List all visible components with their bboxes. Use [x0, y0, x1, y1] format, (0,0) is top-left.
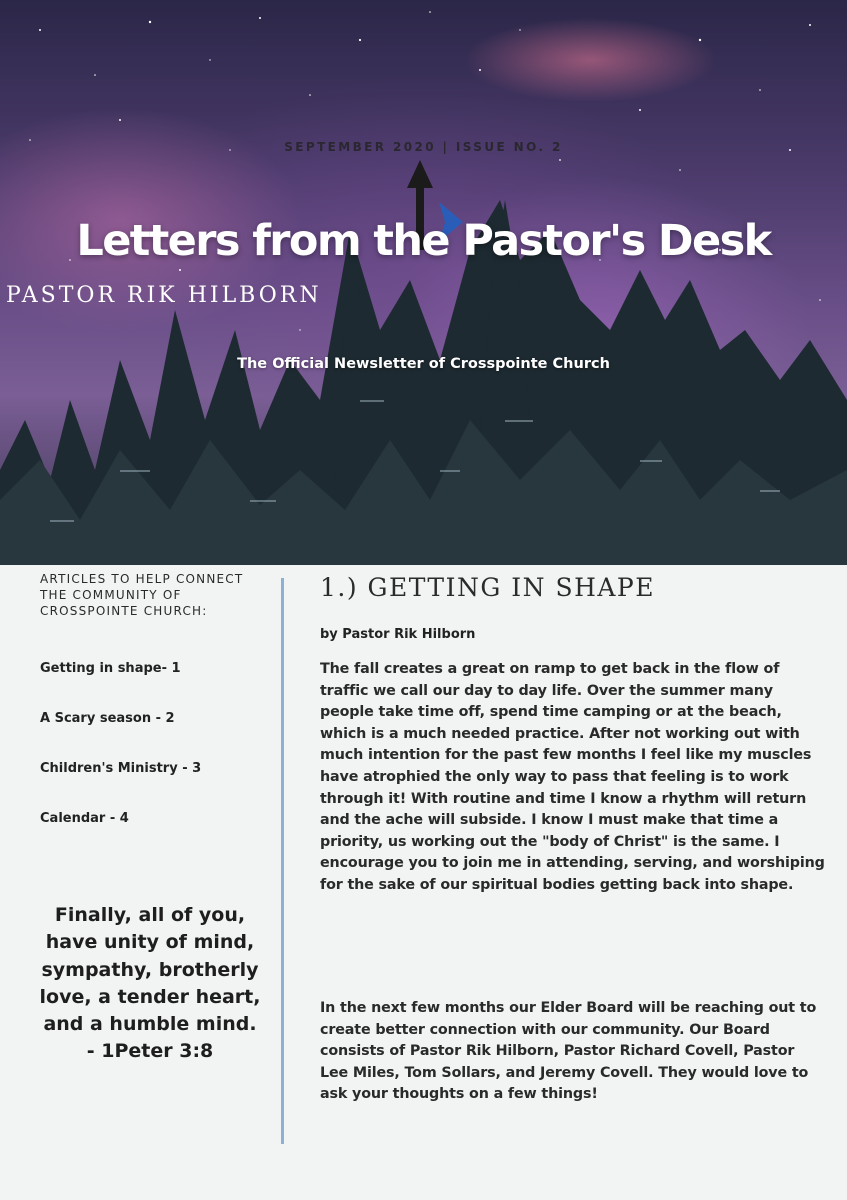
- newsletter-title: Letters from the Pastor's Desk: [76, 215, 771, 266]
- newsletter-tagline: The Official Newsletter of Crosspointe Church: [237, 356, 610, 372]
- issue-date-line: SEPTEMBER 2020 | ISSUE NO. 2: [284, 140, 563, 154]
- scripture-text: Finally, all of you, have unity of mind, sympathy, brotherly love, a tender heart, and a humble mind.: [39, 904, 261, 1036]
- scripture-reference: - 1Peter 3:8: [86, 1040, 214, 1063]
- toc-item: A Scary season - 2: [40, 711, 175, 726]
- header-banner: [0, 0, 847, 565]
- table-of-contents: [40, 661, 201, 861]
- article-title: 1.) GETTING IN SHAPE: [320, 573, 656, 602]
- column-divider: [281, 578, 284, 1144]
- sidebar: [0, 565, 282, 1200]
- scripture-quote: [28, 902, 272, 1066]
- toc-item: Getting in shape- 1: [40, 661, 181, 676]
- toc-item: Children's Ministry - 3: [40, 761, 202, 776]
- article-paragraph: The fall creates a great on ramp to get back in the flow of traffic we call our day to day life. Over the summer many people take time off, spend time camping or at the beach, which is a much needed practice. After not working out with much intention for the past few months I feel like my muscles have atrophied the only way to pass that feeling is to work through it! With routine and time I know a rhythm will return and the ache will subside. I know I must make that time a priority, us working out the "body of Christ" is the same. I encourage you to join me in attending, serving, and worshiping for the sake of our spiritual bodies getting back into shape.: [320, 661, 825, 893]
- toc-item: Calendar - 4: [40, 811, 129, 826]
- article-paragraph: In the next few months our Elder Board will be reaching out to create better connection with our community. Our Board consists of Pastor Rik Hilborn, Pastor Richard Covell, Pastor Lee Miles, Tom Sollars, and Jeremy Covell. They would love to ask your thoughts on a few things!: [320, 1000, 817, 1103]
- article-byline: by Pastor Rik Hilborn: [320, 627, 476, 642]
- pastor-name: PASTOR RIK HILBORN: [6, 283, 322, 308]
- toc-heading: ARTICLES TO HELP CONNECT THE COMMUNITY OF CROSSPOINTE CHURCH:: [40, 572, 244, 618]
